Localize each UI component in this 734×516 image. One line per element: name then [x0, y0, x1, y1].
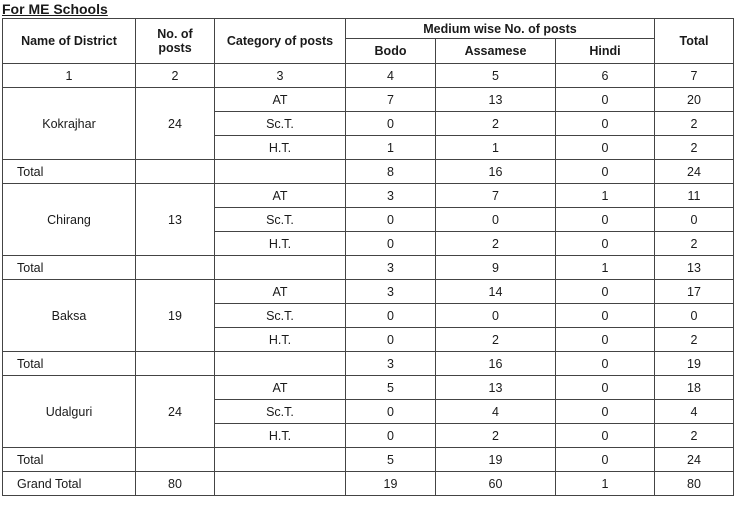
- category-cell: H.T.: [215, 232, 346, 256]
- total-category-cell: [215, 160, 346, 184]
- header-medium: Medium wise No. of posts: [346, 19, 655, 39]
- district-name: Kokrajhar: [3, 88, 136, 160]
- total-posts-cell: [136, 448, 215, 472]
- district-total-row: [3, 160, 734, 184]
- bodo-cell: 0: [346, 328, 436, 352]
- total-bodo-cell: 5: [346, 448, 436, 472]
- hindi-cell: 0: [556, 136, 655, 160]
- total-bodo-cell: 3: [346, 352, 436, 376]
- total-hindi-cell: 1: [556, 256, 655, 280]
- assamese-cell: 2: [436, 424, 556, 448]
- assamese-cell: 2: [436, 232, 556, 256]
- total-cell: 0: [655, 304, 734, 328]
- total-category-cell: [215, 448, 346, 472]
- hindi-cell: 0: [556, 376, 655, 400]
- column-number: 2: [136, 64, 215, 88]
- total-label: Total: [3, 256, 136, 280]
- total-posts-cell: [136, 352, 215, 376]
- total-cell: 20: [655, 88, 734, 112]
- total-category-cell: [215, 352, 346, 376]
- table-row: [3, 376, 734, 400]
- total-total-cell: 24: [655, 448, 734, 472]
- district-name: Chirang: [3, 184, 136, 256]
- district-posts: 19: [136, 280, 215, 352]
- total-assamese-cell: 16: [436, 160, 556, 184]
- total-category-cell: [215, 256, 346, 280]
- assamese-cell: 7: [436, 184, 556, 208]
- grand-total-label: Grand Total: [3, 472, 136, 496]
- category-cell: Sc.T.: [215, 304, 346, 328]
- total-cell: 18: [655, 376, 734, 400]
- column-number: 5: [436, 64, 556, 88]
- hindi-cell: 0: [556, 232, 655, 256]
- column-number-row: [3, 64, 734, 88]
- category-cell: Sc.T.: [215, 400, 346, 424]
- hindi-cell: 0: [556, 328, 655, 352]
- header-assamese: Assamese: [436, 39, 556, 64]
- hindi-cell: 0: [556, 400, 655, 424]
- assamese-cell: 13: [436, 88, 556, 112]
- total-posts-cell: [136, 256, 215, 280]
- district-name: Baksa: [3, 280, 136, 352]
- district-name: Udalguri: [3, 376, 136, 448]
- total-label: Total: [3, 352, 136, 376]
- hindi-cell: 0: [556, 88, 655, 112]
- table-body: [3, 64, 734, 472]
- assamese-cell: 1: [436, 136, 556, 160]
- header-posts-line2: posts: [158, 41, 192, 55]
- header-total: Total: [655, 19, 734, 64]
- hindi-cell: 0: [556, 112, 655, 136]
- grand-total-category: [215, 472, 346, 496]
- district-total-row: [3, 352, 734, 376]
- hindi-cell: 0: [556, 280, 655, 304]
- header-district: Name of District: [3, 19, 136, 64]
- total-cell: 4: [655, 400, 734, 424]
- column-number: 6: [556, 64, 655, 88]
- column-number: 1: [3, 64, 136, 88]
- bodo-cell: 0: [346, 304, 436, 328]
- category-cell: H.T.: [215, 328, 346, 352]
- bodo-cell: 0: [346, 424, 436, 448]
- total-label: Total: [3, 448, 136, 472]
- bodo-cell: 3: [346, 184, 436, 208]
- grand-total-bodo: 19: [346, 472, 436, 496]
- category-cell: AT: [215, 280, 346, 304]
- bodo-cell: 5: [346, 376, 436, 400]
- total-cell: 2: [655, 136, 734, 160]
- header-bodo: Bodo: [346, 39, 436, 64]
- table-row: [3, 280, 734, 304]
- page-heading: For ME Schools: [2, 1, 108, 17]
- column-number: 7: [655, 64, 734, 88]
- district-posts: 24: [136, 88, 215, 160]
- total-cell: 17: [655, 280, 734, 304]
- column-number: 3: [215, 64, 346, 88]
- hindi-cell: 1: [556, 184, 655, 208]
- total-cell: 11: [655, 184, 734, 208]
- grand-total-hindi: 1: [556, 472, 655, 496]
- category-cell: Sc.T.: [215, 112, 346, 136]
- category-cell: Sc.T.: [215, 208, 346, 232]
- column-number: 4: [346, 64, 436, 88]
- assamese-cell: 14: [436, 280, 556, 304]
- district-posts: 24: [136, 376, 215, 448]
- assamese-cell: 2: [436, 112, 556, 136]
- district-total-row: [3, 256, 734, 280]
- bodo-cell: 1: [346, 136, 436, 160]
- total-hindi-cell: 0: [556, 448, 655, 472]
- total-assamese-cell: 19: [436, 448, 556, 472]
- category-cell: AT: [215, 184, 346, 208]
- hindi-cell: 0: [556, 208, 655, 232]
- bodo-cell: 0: [346, 400, 436, 424]
- bodo-cell: 0: [346, 208, 436, 232]
- total-hindi-cell: 0: [556, 352, 655, 376]
- assamese-cell: 0: [436, 304, 556, 328]
- total-hindi-cell: 0: [556, 160, 655, 184]
- category-cell: AT: [215, 88, 346, 112]
- header-hindi: Hindi: [556, 39, 655, 64]
- total-total-cell: 13: [655, 256, 734, 280]
- category-cell: H.T.: [215, 136, 346, 160]
- bodo-cell: 3: [346, 280, 436, 304]
- assamese-cell: 0: [436, 208, 556, 232]
- total-cell: 2: [655, 328, 734, 352]
- grand-total-row: [3, 472, 734, 496]
- total-cell: 2: [655, 424, 734, 448]
- total-assamese-cell: 16: [436, 352, 556, 376]
- header-posts: [136, 19, 215, 64]
- total-assamese-cell: 9: [436, 256, 556, 280]
- table-row: [3, 88, 734, 112]
- header-posts-line1: No. of: [157, 27, 193, 41]
- total-bodo-cell: 3: [346, 256, 436, 280]
- total-label: Total: [3, 160, 136, 184]
- category-cell: AT: [215, 376, 346, 400]
- hindi-cell: 0: [556, 424, 655, 448]
- grand-total-assamese: 60: [436, 472, 556, 496]
- total-cell: 2: [655, 112, 734, 136]
- bodo-cell: 0: [346, 112, 436, 136]
- assamese-cell: 2: [436, 328, 556, 352]
- assamese-cell: 4: [436, 400, 556, 424]
- header-category: Category of posts: [215, 19, 346, 64]
- district-total-row: [3, 448, 734, 472]
- district-posts: 13: [136, 184, 215, 256]
- bodo-cell: 0: [346, 232, 436, 256]
- grand-total-total: 80: [655, 472, 734, 496]
- total-cell: 2: [655, 232, 734, 256]
- total-total-cell: 19: [655, 352, 734, 376]
- category-cell: H.T.: [215, 424, 346, 448]
- posts-table: [2, 18, 734, 496]
- total-bodo-cell: 8: [346, 160, 436, 184]
- header-row: [3, 19, 734, 39]
- total-cell: 0: [655, 208, 734, 232]
- hindi-cell: 0: [556, 304, 655, 328]
- assamese-cell: 13: [436, 376, 556, 400]
- total-total-cell: 24: [655, 160, 734, 184]
- bodo-cell: 7: [346, 88, 436, 112]
- grand-total-posts: 80: [136, 472, 215, 496]
- table-row: [3, 184, 734, 208]
- total-posts-cell: [136, 160, 215, 184]
